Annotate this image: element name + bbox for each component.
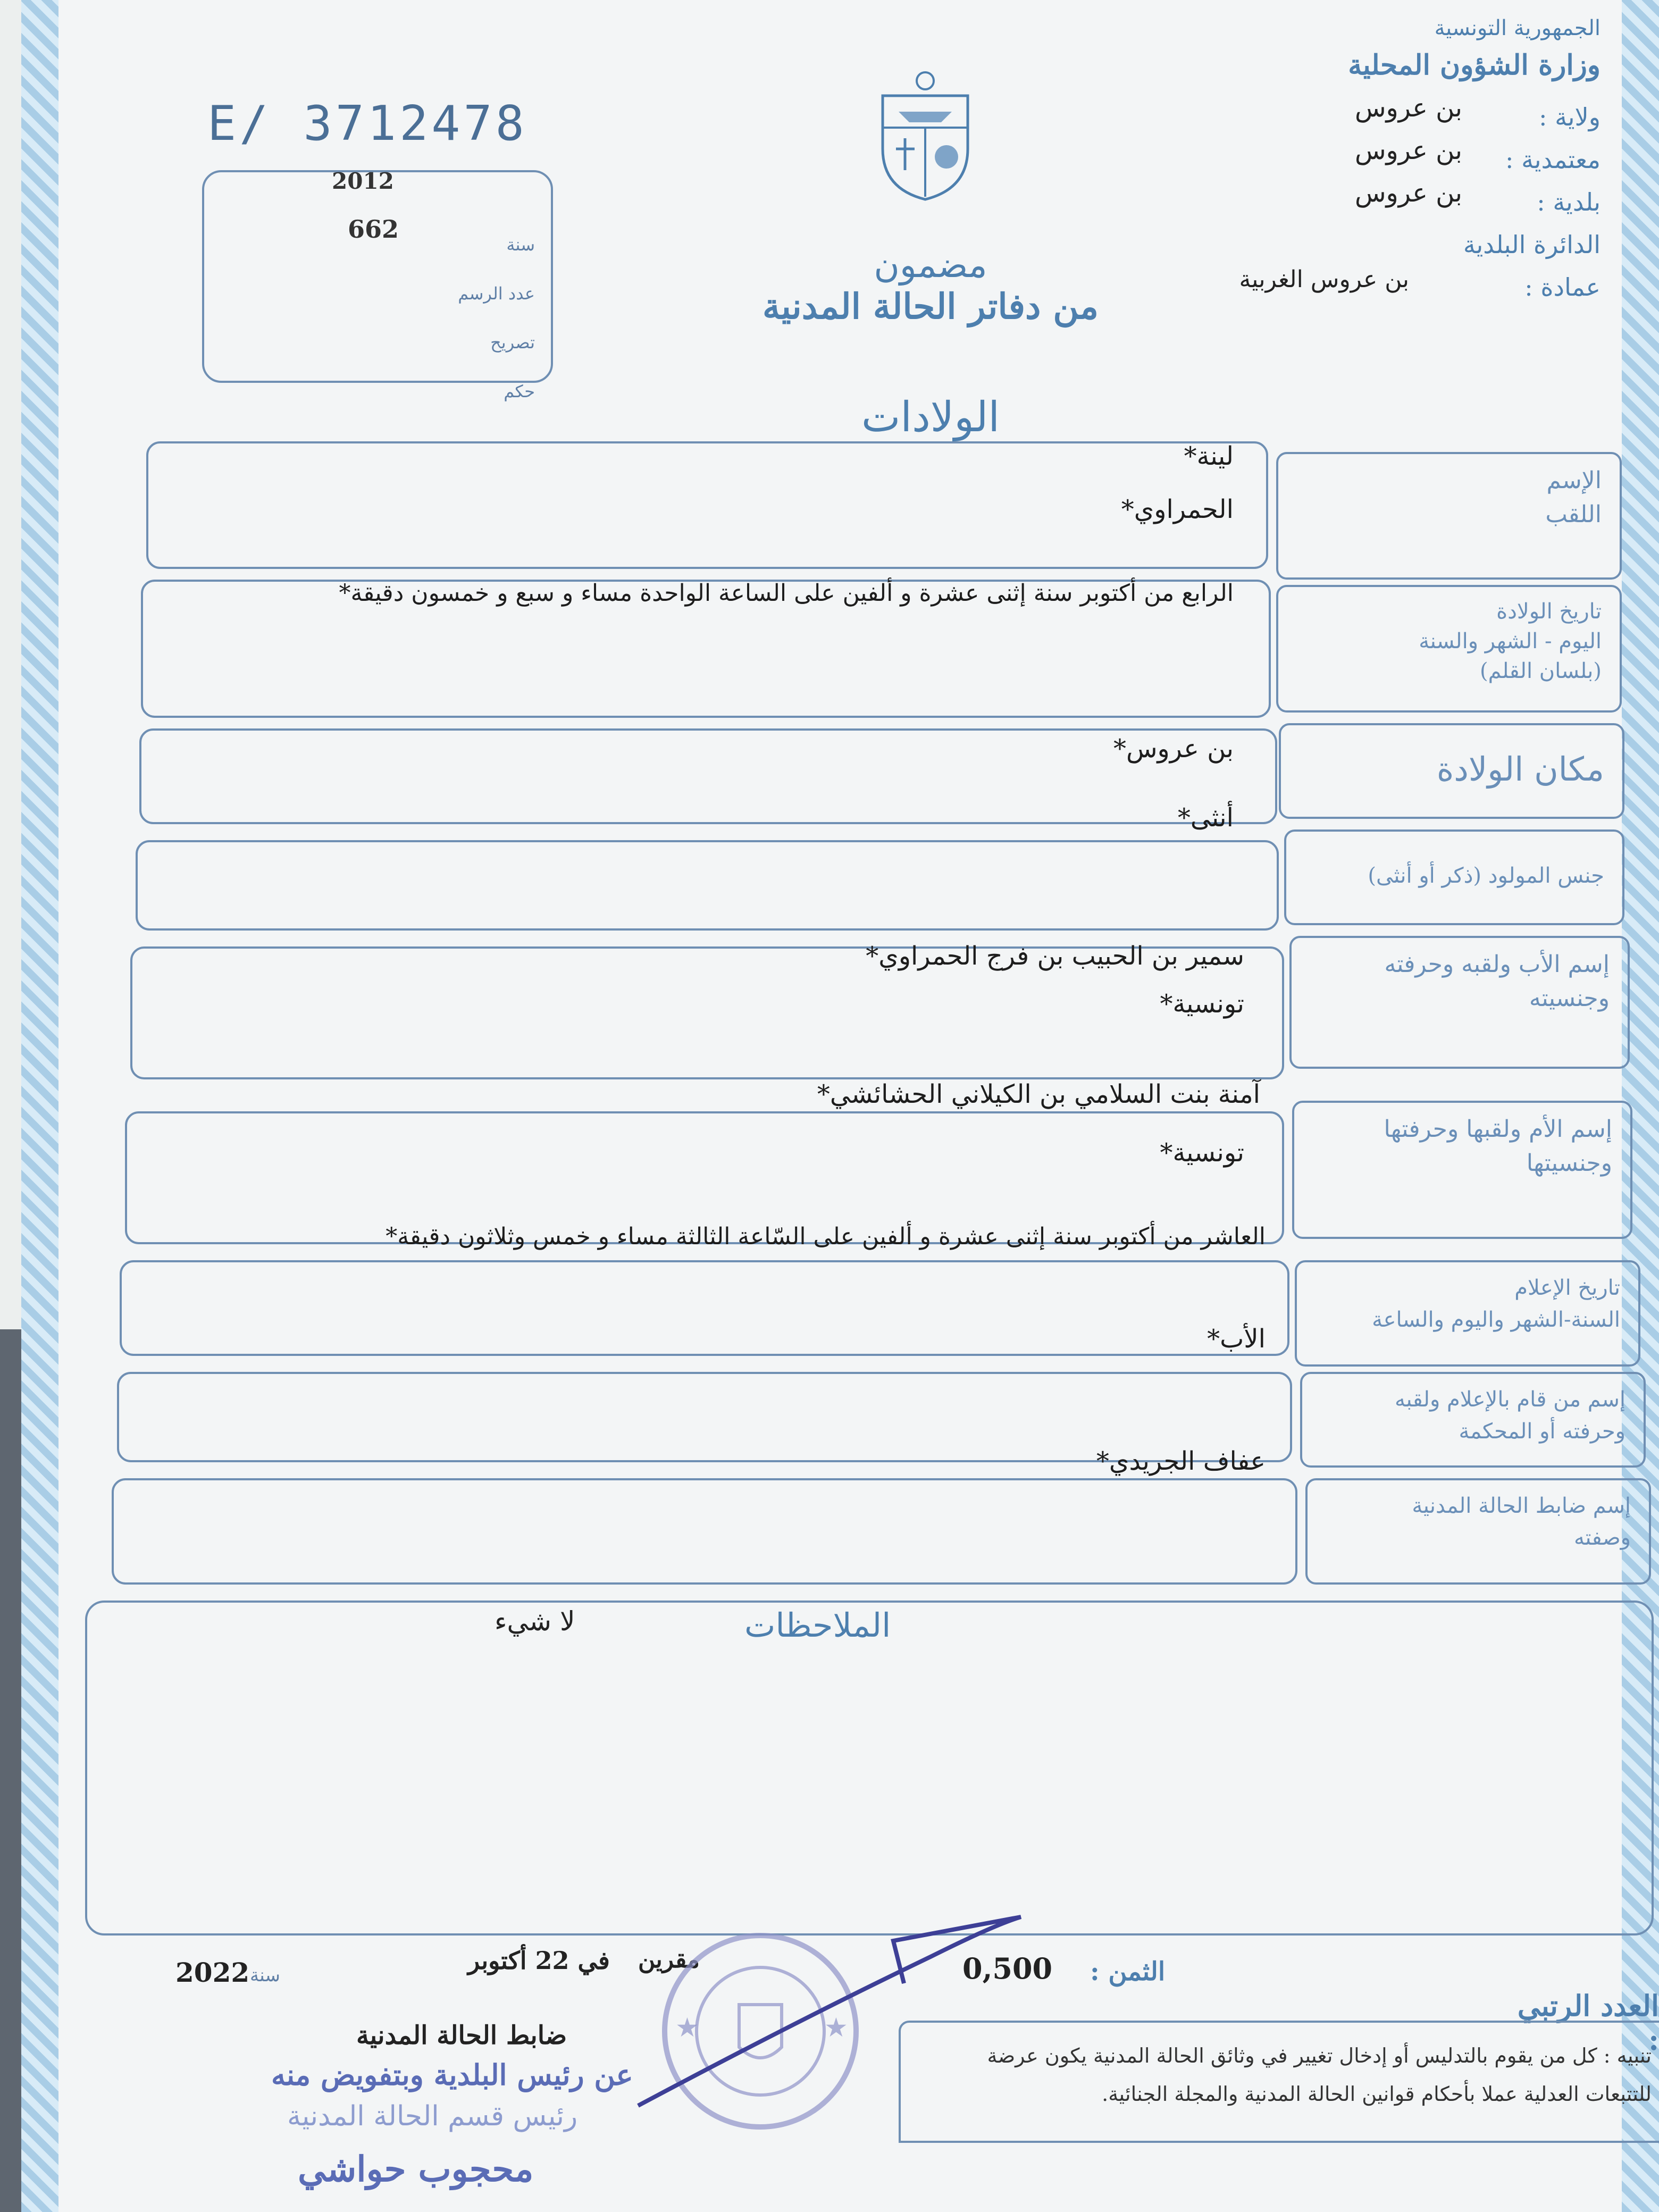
register-year: 2012	[332, 168, 394, 194]
governorate-label: ولاية :	[1538, 103, 1601, 131]
ordinal-number-label: العدد الرتبي :	[1517, 1989, 1659, 2057]
issue-year-label: سنة	[250, 1965, 280, 1986]
value-box-officer	[112, 1478, 1297, 1585]
register-label-judgment: حكم	[504, 381, 535, 401]
declarant-value: الأب*	[1207, 1324, 1266, 1354]
title-extract: مضمون	[874, 245, 987, 286]
register-label-declaration: تصريح	[490, 332, 535, 353]
tunisia-coat-of-arms-icon	[872, 69, 978, 202]
price-value: 0,500	[962, 1951, 1053, 1985]
signature-name: محجوب حواشي	[298, 2148, 534, 2190]
label-birth-date: تاريخ الولادة اليوم - الشهر والسنة (بلسان القلم)	[1276, 585, 1622, 713]
governorate-value: بن عروس	[1354, 93, 1462, 123]
declaration-date-value: العاشر من أكتوبر سنة إثنى عشرة و ألفين على السّاعة الثالثة مساء و خمس وثلاثون دقيقة*	[386, 1223, 1266, 1250]
remarks-label: الملاحظات	[744, 1606, 891, 1645]
municipality-value: بن عروس	[1354, 178, 1462, 208]
label-name-surname: الإسم اللقب	[1276, 452, 1622, 580]
value-box-declaration-date	[120, 1260, 1289, 1356]
section-title-births: الولادات	[861, 393, 1000, 441]
first-name-value: لينة*	[1184, 441, 1234, 471]
label-birth-place: مكان الولادة	[1279, 723, 1624, 819]
register-box	[202, 168, 553, 401]
omda-label: عمادة :	[1524, 273, 1601, 301]
municipality-label: بلدية :	[1537, 188, 1601, 216]
signature-department: رئيس قسم الحالة المدنية	[287, 2100, 578, 2132]
label-mother: إسم الأم ولقبها وحرفتها وجنسيتها	[1292, 1101, 1632, 1239]
father-value: سمير بن الحبيب بن فرج الحمراوي*	[866, 941, 1244, 971]
register-number: 662	[348, 215, 399, 244]
svg-text:★: ★	[824, 2012, 848, 2043]
ministry-name: وزارة الشؤون المحلية	[1348, 49, 1601, 81]
surname-value: الحمراوي*	[1121, 495, 1234, 524]
district-value: بن عروس الغربية	[1239, 266, 1409, 293]
label-declarant: إسم من قام بالإعلام ولقبه وحرفته أو المحكمة	[1300, 1372, 1646, 1468]
register-label-number: عدد الرسم	[458, 283, 535, 304]
remarks-box	[85, 1601, 1654, 1936]
republic-name: الجمهورية التونسية	[1434, 16, 1601, 40]
decorative-border-left	[21, 0, 58, 2212]
legal-notice: تنبيه : كل من يقوم بالتدليس أو إدخال تغيير في وثائق الحالة المدنية يكون عرضة للتتبعات العدلية عملا بأحكام قوانين الحالة المدنية والمجلة الجنائية.	[899, 2021, 1659, 2143]
issue-year-value: 2022	[175, 1957, 250, 1988]
mother-nationality-value: تونسية*	[1160, 1138, 1244, 1168]
register-labels	[458, 220, 535, 416]
sex-value: أنثى*	[1177, 803, 1234, 833]
value-box-name	[146, 441, 1268, 569]
district-label: الدائرة البلدية	[1463, 230, 1601, 259]
issue-date: في 22 أكتوبر	[468, 1946, 610, 1975]
father-nationality-value: تونسية*	[1160, 989, 1244, 1019]
officer-title: ضابط الحالة المدنية	[356, 2021, 567, 2050]
label-officer: إسم ضابط الحالة المدنية وصفته	[1305, 1478, 1651, 1585]
birth-date-value: الرابع من أكتوبر سنة إثنى عشرة و ألفين على الساعة الواحدة مساء و سبع و خمسون دقيقة*	[339, 580, 1234, 607]
label-declaration-date: تاريخ الإعلام السنة-الشهر واليوم والساعة	[1295, 1260, 1640, 1367]
title-registers: من دفاتر الحالة المدنية	[763, 286, 1099, 327]
official-stamp-icon	[654, 1925, 867, 2138]
register-label-year: سنة	[506, 234, 535, 255]
value-box-birth-place	[139, 728, 1277, 824]
price-label: الثمن :	[1090, 1957, 1166, 1987]
delegation-label: معتمدية :	[1505, 145, 1601, 174]
signature-delegation: عن رئيس البلدية وبتفويض منه	[271, 2058, 633, 2092]
remarks-value: لا شيء	[495, 1606, 575, 1637]
delegation-value: بن عروس	[1354, 136, 1462, 165]
document-serial-number: E/ 3712478	[207, 96, 527, 152]
birth-place-value: بن عروس*	[1113, 734, 1234, 764]
header-row-municipality	[1228, 178, 1601, 230]
label-father: إسم الأب ولقبه وحرفته وجنسيته	[1289, 936, 1630, 1069]
label-sex: جنس المولود (ذكر أو أنثى)	[1284, 830, 1624, 925]
issue-place: مقرين	[638, 1946, 700, 1973]
officer-value: عفاف الجريدي*	[1096, 1446, 1266, 1476]
document-title	[744, 245, 1117, 327]
svg-text:★: ★	[675, 2012, 699, 2043]
value-box-sex	[136, 840, 1279, 931]
mother-value: آمنة بنت السلامي بن الكيلاني الحشائشي*	[817, 1079, 1260, 1109]
